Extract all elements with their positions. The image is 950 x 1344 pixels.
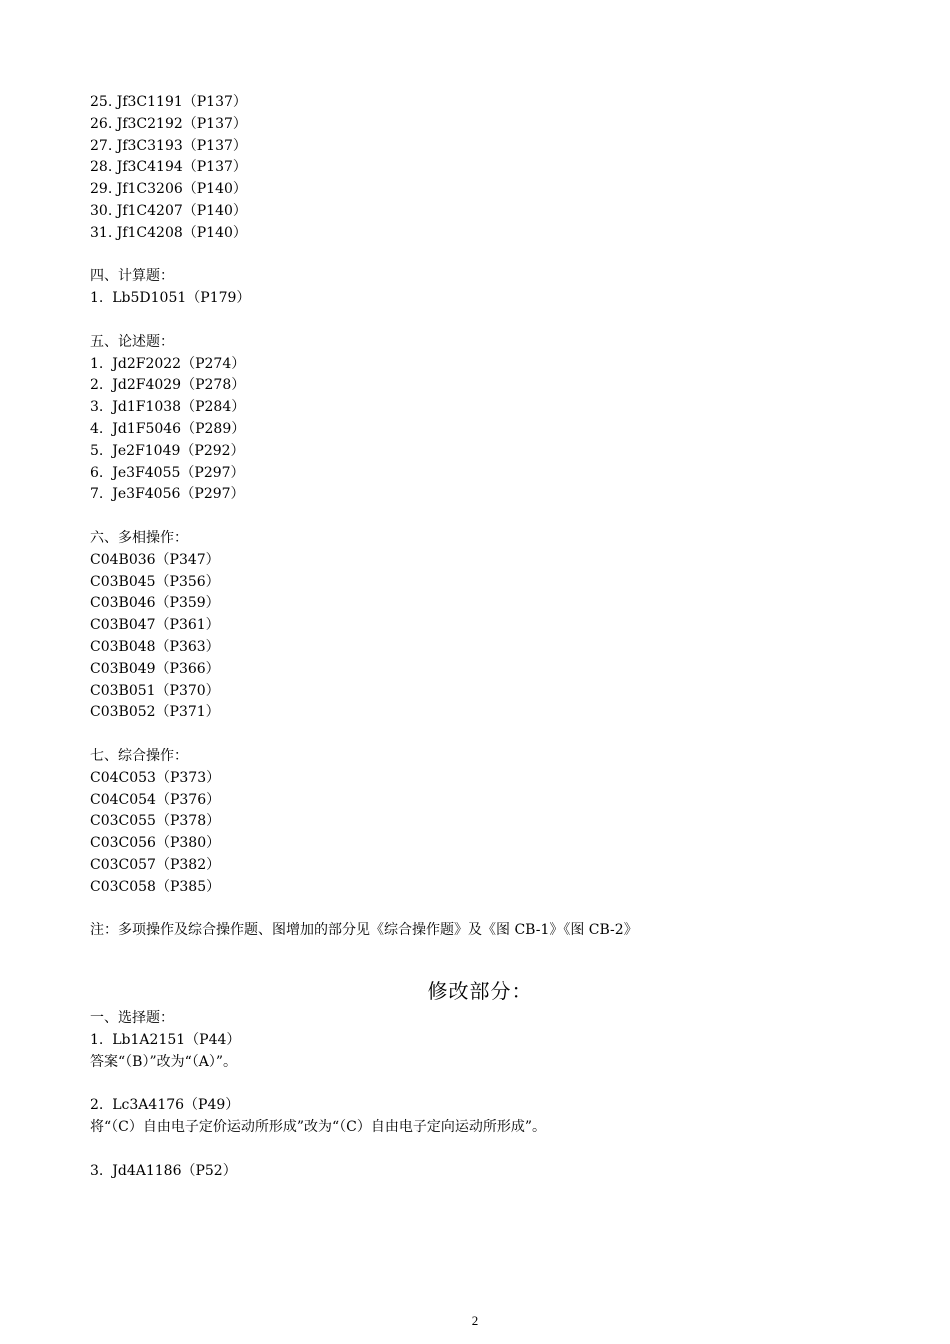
revision-detail: 答案“（B）”改为“（A）”。 — [90, 1053, 238, 1070]
list-item: 26. Jf3C2192（P137） — [90, 115, 247, 132]
section-revision — [90, 1008, 870, 1182]
section-heading: 一、选择题： — [90, 1010, 174, 1027]
spacer — [90, 724, 870, 746]
spacer — [90, 898, 870, 920]
note-text: 注：多项操作及综合操作题、图增加的部分见《综合操作题》及《图 CB-1》《图 CB-2》 — [90, 922, 638, 939]
list-item: 1. Lb5D1051（P179） — [90, 290, 251, 307]
list-item: 4. Jd1F5046（P289） — [90, 420, 246, 437]
spacer — [90, 310, 870, 332]
list-continued — [90, 92, 870, 245]
list-item: 7. Je3F4056（P297） — [90, 486, 245, 503]
section-heading: 五、论述题： — [90, 333, 174, 350]
page-number: 2 — [471, 1313, 479, 1328]
list-item: C03C057（P382） — [90, 856, 221, 873]
section-heading: 七、综合操作： — [90, 747, 188, 764]
list-item: 5. Je2F1049（P292） — [90, 442, 245, 459]
document-body — [90, 92, 870, 1182]
list-item: 2. Lc3A4176（P49） — [90, 1097, 240, 1114]
list-item: C03B049（P366） — [90, 660, 220, 677]
list-item: 1. Jd2F2022（P274） — [90, 355, 246, 372]
section-comprehensive-operation — [90, 746, 870, 899]
list-item: C03B046（P359） — [90, 595, 220, 612]
list-item: 2. Jd2F4029（P278） — [90, 377, 246, 394]
revision-detail: 将“（C）自由电子定价运动所形成”改为“（C）自由电子定向运动所形成”。 — [90, 1119, 547, 1136]
list-item: 31. Jf1C4208（P140） — [90, 224, 247, 241]
list-item: 30. Jf1C4207（P140） — [90, 202, 247, 219]
section-essay — [90, 332, 870, 506]
spacer — [90, 1073, 870, 1095]
list-item: C03B045（P356） — [90, 573, 220, 590]
spacer — [90, 245, 870, 267]
list-item: C04B036（P347） — [90, 551, 220, 568]
list-item: C04C054（P376） — [90, 791, 221, 808]
list-item: C03C055（P378） — [90, 813, 221, 830]
list-item: C03B048（P363） — [90, 638, 220, 655]
spacer — [90, 1139, 870, 1161]
list-item: 28. Jf3C4194（P137） — [90, 159, 247, 176]
revision-title: 修改部分： — [427, 979, 533, 1004]
section-calculation — [90, 266, 870, 310]
list-item: C03B047（P361） — [90, 617, 220, 634]
list-item: C03C056（P380） — [90, 835, 221, 852]
list-item: 6. Je3F4055（P297） — [90, 464, 245, 481]
section-multi-operation — [90, 528, 870, 724]
list-item: C04C053（P373） — [90, 769, 221, 786]
list-item: 25. Jf3C1191（P137） — [90, 94, 247, 110]
spacer — [90, 506, 870, 528]
list-item: 1. Lb1A2151（P44） — [90, 1031, 241, 1048]
list-item: 3. Jd1F1038（P284） — [90, 399, 246, 416]
list-item: C03B052（P371） — [90, 704, 220, 721]
list-item: C03C058（P385） — [90, 878, 221, 895]
section-heading: 六、多相操作： — [90, 529, 188, 546]
list-item: 27. Jf3C3193（P137） — [90, 137, 247, 154]
list-item: C03B051（P370） — [90, 682, 220, 699]
section-heading: 四、计算题： — [90, 268, 174, 285]
list-item: 3. Jd4A1186（P52） — [90, 1162, 237, 1179]
list-item: 29. Jf1C3206（P140） — [90, 181, 247, 198]
